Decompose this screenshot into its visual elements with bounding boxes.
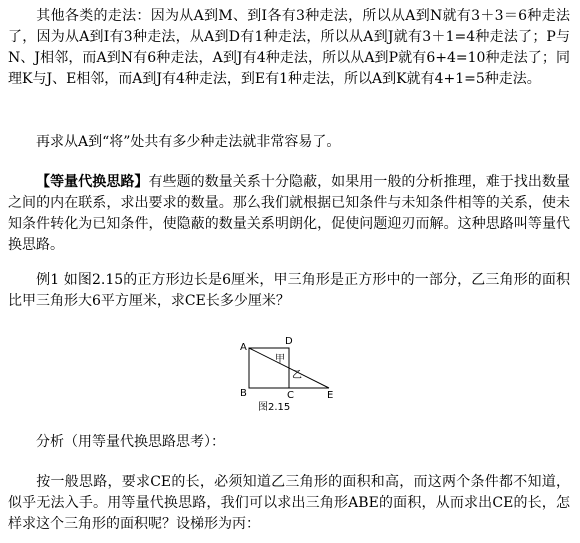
paragraph-conclusion: 再求从A到“将”处共有多少种走法就非常容易了。 [36,134,341,150]
label-a: A [240,342,247,353]
paragraph-walk-counts: 其他各类的走法：因为从A到M、到I各有3种走法，所以从A到N就有3＋3＝6种走法了，因为从A到I有3种走法，从A到D有1种走法，所以从A到J就有3＋1=4种走法了；P与N、J相邻，而A到N有6种走法，A到J有4种走法，所以从A到P就有6+4=10种走法了；同理K与J、E相邻，而A到J有4种走法，到E有1种走法，所以A到K就有4+1=5种走法。 [8,8,570,87]
label-d: D [285,336,293,347]
paragraph-analysis-heading: 分析（用等量代换思路思考）： [36,434,225,450]
label-triangle-yi: 乙 [292,370,302,381]
geometry-diagram [222,330,342,416]
label-c: C [287,390,294,401]
paragraph-analysis: 按一般思路，要求CE的长，必须知道乙三角形的面积和高，而这两个条件都不知道，似乎无法入手。用等量代换思路，我们可以求出三角形ABE的面积，从而求出CE的长，怎样求这个三角形的面积呢？设梯形为丙： [8,474,570,532]
label-triangle-jia: 甲 [275,354,285,365]
label-e: E [327,390,334,401]
paragraph-example-1: 例1 如图2.15的正方形边长是6厘米，甲三角形是正方形中的一部分，乙三角形的面积比甲三角形大6平方厘米，求CE长多少厘米？ [8,272,570,309]
figure-caption: 图2.15 [258,402,291,413]
figure-2-15 [222,330,342,416]
label-b: B [240,388,247,399]
paragraph-substitution-method: 【等量代换思路】有些题的数量关系十分隐蔽，如果用一般的分析推理，难于找出数量之间的内在联系，求出要求的数量。那么我们就根据已知条件与未知条件相等的关系，使未知条件转化为已知条件，使隐蔽的数量关系明朗化，促使问题迎刃而解。这种思路叫等量代换思路。 [8,174,571,253]
section-heading: 【等量代换思路】 [36,174,149,190]
